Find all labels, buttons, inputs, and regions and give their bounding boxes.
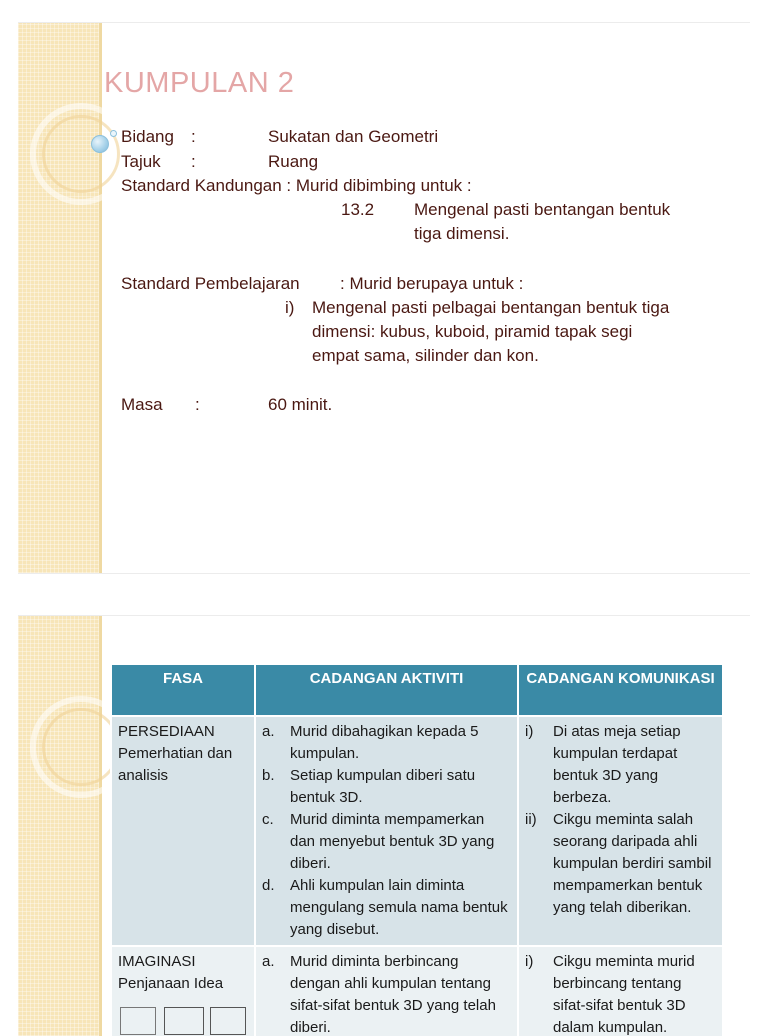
header-cadangan-aktiviti: CADANGAN AKTIVITI (255, 664, 518, 716)
aktiviti-cell (255, 716, 518, 946)
table-row (111, 716, 723, 946)
masa-colon: : (195, 395, 200, 414)
bullet-small-bubble-icon (110, 130, 117, 137)
list-text: Murid diminta mempamerkan dan menyebut bentuk 3D yang diberi. (290, 811, 495, 872)
bidang-colon: : (191, 127, 196, 146)
tajuk-value: Ruang (268, 152, 319, 171)
list-item (262, 809, 511, 875)
bidang-label: Bidang (121, 127, 174, 146)
list-marker: a. (262, 953, 275, 970)
list-item (525, 951, 716, 1036)
standard-pembelajaran-line1: Mengenal pasti pelbagai bentangan bentuk tiga (312, 298, 670, 317)
komunikasi-cell (518, 946, 723, 1036)
masa-label: Masa (121, 395, 163, 414)
list-marker: d. (262, 877, 275, 894)
list-text: Ahli kumpulan lain diminta mengulang semula nama bentuk yang disebut. (290, 877, 508, 938)
list-item (262, 721, 511, 765)
list-text: Cikgu meminta murid berbincang tentang sifat-sifat bentuk 3D dalam kumpulan. (553, 953, 695, 1036)
tajuk-colon: : (191, 152, 196, 171)
fasa-title: PERSEDIAAN (118, 723, 215, 740)
fasa-cell (111, 716, 255, 946)
list-item (262, 765, 511, 809)
list-marker: c. (262, 811, 274, 828)
standard-pembelajaran-marker: i) (285, 298, 295, 317)
list-marker: ii) (525, 811, 537, 828)
cuboid-net-figure (164, 1007, 204, 1035)
standard-pembelajaran-line3: empat sama, silinder dan kon. (312, 346, 539, 365)
list-item (525, 809, 716, 919)
slide-title: KUMPULAN 2 (104, 67, 295, 99)
komunikasi-cell (518, 716, 723, 946)
standard-kandungan-line2: tiga dimensi. (414, 224, 510, 243)
standard-kandungan-label: Standard Kandungan : Murid dibimbing untuk : (121, 176, 472, 195)
slide-2 (18, 615, 750, 1036)
header-fasa: FASA (111, 664, 255, 716)
table-header-row (111, 664, 723, 716)
shapes-figure (118, 1005, 248, 1035)
list-item (525, 721, 716, 809)
bidang-value: Sukatan dan Geometri (268, 127, 439, 146)
masa-value: 60 minit. (268, 395, 333, 414)
decorative-band-edge (99, 616, 102, 1036)
pyramid-net-figure (120, 1007, 156, 1035)
fasa-subtitle: Pemerhatian dan analisis (118, 745, 233, 784)
standard-pembelajaran-line2: dimensi: kubus, kuboid, piramid tapak segi (312, 322, 633, 341)
lesson-plan-table (110, 663, 724, 1036)
list-item (262, 875, 511, 941)
bullet-bubble-icon (91, 135, 109, 153)
standard-pembelajaran-value: : Murid berupaya untuk : (340, 274, 524, 293)
aktiviti-cell (255, 946, 518, 1036)
list-text: Murid dibahagikan kepada 5 kumpulan. (290, 723, 479, 762)
fasa-cell (111, 946, 255, 1036)
slide-1 (18, 22, 750, 574)
list-item (262, 951, 511, 1036)
list-text: Cikgu meminta salah seorang daripada ahli kumpulan berdiri sambil mempamerkan bentuk yang telah diberikan. (553, 811, 712, 916)
cube-net-figure (210, 1007, 246, 1035)
standard-kandungan-code: 13.2 (341, 200, 375, 219)
fasa-subtitle: Penjanaan Idea (118, 975, 224, 992)
standard-pembelajaran-label: Standard Pembelajaran (121, 274, 300, 293)
decorative-band (18, 616, 99, 1036)
list-marker: b. (262, 767, 275, 784)
list-marker: i) (525, 723, 534, 740)
fasa-title: IMAGINASI (118, 953, 196, 970)
list-text: Di atas meja setiap kumpulan terdapat bentuk 3D yang berbeza. (553, 723, 681, 806)
decorative-ring-inner (42, 115, 120, 193)
list-marker: i) (525, 953, 534, 970)
list-marker: a. (262, 723, 275, 740)
tajuk-label: Tajuk (121, 152, 161, 171)
standard-kandungan-line1: Mengenal pasti bentangan bentuk (414, 200, 671, 219)
decorative-ring-inner (42, 708, 120, 786)
table-row (111, 946, 723, 1036)
list-text: Setiap kumpulan diberi satu bentuk 3D. (290, 767, 476, 806)
list-text: Murid diminta berbincang dengan ahli kumpulan tentang sifat-sifat bentuk 3D yang telah diberi. (290, 953, 496, 1036)
header-cadangan-komunikasi: CADANGAN KOMUNIKASI (518, 664, 723, 716)
